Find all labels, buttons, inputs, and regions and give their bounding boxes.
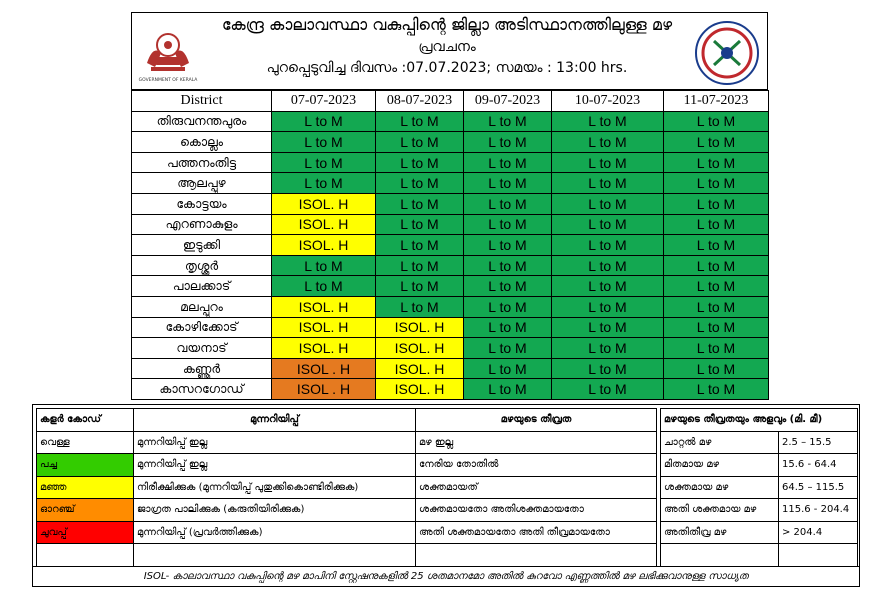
column-header-date: 09-07-2023 [464, 91, 552, 112]
measure-label: ശക്തമായ മഴ [661, 476, 779, 499]
forecast-cell: L to M [664, 193, 769, 214]
page-subtitle: പ്രവചനം [418, 39, 476, 55]
forecast-cell: L to M [464, 358, 552, 379]
forecast-cell: L to M [664, 235, 769, 256]
table-row [132, 235, 769, 256]
forecast-cell: L to M [272, 276, 376, 297]
emblem-caption: GOVERNMENT OF KERALA [138, 78, 198, 83]
measure-value: > 204.4 [779, 521, 858, 544]
forecast-cell: L to M [376, 132, 464, 153]
legend-row [37, 499, 657, 522]
table-row [132, 379, 769, 400]
forecast-cell: L to M [464, 379, 552, 400]
column-header-date: 08-07-2023 [376, 91, 464, 112]
measure-row [661, 476, 858, 499]
measure-header-row [661, 409, 858, 432]
table-row [132, 214, 769, 235]
forecast-cell: L to M [464, 276, 552, 297]
forecast-cell: L to M [552, 193, 664, 214]
district-name: കാസറഗോഡ് [132, 379, 272, 400]
forecast-cell: L to M [664, 132, 769, 153]
column-header-date: 10-07-2023 [552, 91, 664, 112]
forecast-cell: L to M [376, 276, 464, 297]
forecast-cell: L to M [464, 255, 552, 276]
color-swatch: പച്ച [37, 454, 134, 477]
legend-row [37, 431, 657, 454]
warning-text: ജാഗ്രത പാലിക്കുക (കരുതിയിരിക്കുക) [134, 499, 416, 522]
forecast-cell: L to M [664, 276, 769, 297]
intensity-text: മഴ ഇല്ല [416, 431, 657, 454]
legend-header-row [37, 409, 657, 432]
forecast-cell: L to M [376, 173, 464, 194]
forecast-cell: L to M [272, 111, 376, 132]
forecast-cell: L to M [272, 152, 376, 173]
forecast-cell: L to M [664, 379, 769, 400]
forecast-cell: ISOL. H [272, 214, 376, 235]
district-name: ഇടുക്കി [132, 235, 272, 256]
forecast-cell: ISOL. H [376, 379, 464, 400]
warning-text: മുന്നറിയിപ്പ് ഇല്ല [134, 431, 416, 454]
color-swatch: മഞ്ഞ [37, 476, 134, 499]
column-header-date: 07-07-2023 [272, 91, 376, 112]
measure-row [661, 454, 858, 477]
forecast-cell: L to M [464, 193, 552, 214]
forecast-cell: ISOL. H [272, 193, 376, 214]
legend-row [37, 476, 657, 499]
forecast-cell: L to M [464, 296, 552, 317]
warning-text: മുന്നറിയിപ്പ് (പ്രവർത്തിക്കുക) [134, 521, 416, 544]
legend-header-warning: മുന്നറിയിപ്പ് [134, 409, 416, 432]
measure-row [661, 431, 858, 454]
forecast-cell: L to M [664, 358, 769, 379]
forecast-cell: L to M [376, 296, 464, 317]
color-code-legend-table [36, 408, 657, 567]
intensity-text: അതി ശക്തമായതോ അതി തീവ്രമായതോ [416, 521, 657, 544]
legend-header-intensity: മഴയുടെ തീവ്രത [416, 409, 657, 432]
table-row [132, 193, 769, 214]
forecast-cell: L to M [376, 214, 464, 235]
disaster-management-logo-icon [692, 19, 762, 87]
kerala-emblem-icon [137, 23, 199, 85]
rainfall-measure-table [660, 408, 858, 567]
forecast-cell: ISOL. H [376, 338, 464, 359]
empty-cell [779, 544, 858, 567]
legend-row [37, 454, 657, 477]
forecast-cell: ISOL. H [272, 317, 376, 338]
forecast-cell: ISOL. H [272, 296, 376, 317]
isol-footnote: ISOL- കാലാവസ്ഥാ വകുപ്പിന്റെ മഴ മാപിനി സ്റ്റേഷനുകളിൽ 25 ശതമാനമോ അതിൽ കുറവോ എണ്ണത്തിൽ മഴ ലഭിക്കുവാനുള്ള സാധ്യത [32, 567, 860, 587]
forecast-cell: L to M [552, 255, 664, 276]
color-swatch: വെള്ള [37, 431, 134, 454]
legend-row [37, 521, 657, 544]
measure-value: 64.5 – 115.5 [779, 476, 858, 499]
forecast-cell: L to M [552, 132, 664, 153]
district-name: വയനാട് [132, 338, 272, 359]
table-row [132, 317, 769, 338]
forecast-cell: L to M [464, 317, 552, 338]
forecast-cell: ISOL. H [272, 235, 376, 256]
forecast-cell: ISOL. H [376, 317, 464, 338]
district-name: ആലപ്പുഴ [132, 173, 272, 194]
table-row [132, 152, 769, 173]
measure-header: മഴയുടെ തീവ്രതയും അളവും (മി. മീ) [661, 409, 858, 432]
forecast-cell: L to M [552, 173, 664, 194]
forecast-cell: L to M [464, 173, 552, 194]
legend-header-color: കളർ കോഡ് [37, 409, 134, 432]
forecast-cell: L to M [664, 214, 769, 235]
forecast-header-row [132, 91, 769, 112]
warning-text: മുന്നറിയിപ്പ് ഇല്ല [134, 454, 416, 477]
column-header-date: 11-07-2023 [664, 91, 769, 112]
forecast-cell: L to M [552, 152, 664, 173]
forecast-cell: L to M [552, 338, 664, 359]
table-row [132, 358, 769, 379]
forecast-cell: L to M [664, 296, 769, 317]
measure-value: 2.5 – 15.5 [779, 431, 858, 454]
forecast-cell: L to M [376, 255, 464, 276]
forecast-cell: L to M [464, 235, 552, 256]
table-row [132, 276, 769, 297]
district-name: പത്തനംതിട്ട [132, 152, 272, 173]
legend-row-empty [37, 544, 657, 567]
empty-cell [134, 544, 416, 567]
forecast-cell: L to M [464, 111, 552, 132]
forecast-cell: L to M [464, 152, 552, 173]
measure-value: 15.6 - 64.4 [779, 454, 858, 477]
forecast-cell: ISOL . H [272, 358, 376, 379]
issued-datetime: പുറപ്പെടുവിച്ച ദിവസം :07.07.2023; സമയം : 13:00 hrs. [266, 60, 628, 76]
district-name: കണ്ണൂർ [132, 358, 272, 379]
forecast-cell: L to M [664, 111, 769, 132]
forecast-cell: L to M [552, 214, 664, 235]
forecast-cell: L to M [552, 296, 664, 317]
measure-label: മിതമായ മഴ [661, 454, 779, 477]
intensity-text: ശക്തമായതോ അതിശക്തമായതോ [416, 499, 657, 522]
color-swatch: ചുവപ്പ് [37, 521, 134, 544]
measure-value: 115.6 - 204.4 [779, 499, 858, 522]
measure-label: അതി ശക്തമായ മഴ [661, 499, 779, 522]
table-row [132, 338, 769, 359]
forecast-cell: L to M [272, 255, 376, 276]
table-row [132, 255, 769, 276]
measure-row [661, 499, 858, 522]
color-swatch: ഓറഞ്ച് [37, 499, 134, 522]
district-name: തിരുവനന്തപുരം [132, 111, 272, 132]
intensity-text: നേരിയ തോതിൽ [416, 454, 657, 477]
intensity-text: ശക്തമായത് [416, 476, 657, 499]
forecast-cell: L to M [664, 317, 769, 338]
measure-row-empty [661, 544, 858, 567]
forecast-cell: L to M [464, 132, 552, 153]
report-header [131, 12, 768, 90]
forecast-cell: L to M [552, 235, 664, 256]
table-row [132, 173, 769, 194]
table-row [132, 132, 769, 153]
forecast-cell: L to M [552, 276, 664, 297]
table-row [132, 111, 769, 132]
measure-row [661, 521, 858, 544]
forecast-cell: L to M [552, 111, 664, 132]
forecast-cell: L to M [376, 111, 464, 132]
forecast-cell: L to M [552, 358, 664, 379]
district-name: കൊല്ലം [132, 132, 272, 153]
forecast-cell: L to M [664, 255, 769, 276]
page-title: കേന്ദ്ര കാലാവസ്ഥാ വകുപ്പിന്റെ ജില്ലാ അടിസ്ഥാനത്തിലുള്ള മഴ [221, 15, 673, 34]
forecast-cell: L to M [552, 379, 664, 400]
forecast-cell: L to M [664, 173, 769, 194]
district-forecast-table [131, 90, 769, 400]
forecast-cell: L to M [464, 214, 552, 235]
forecast-cell: ISOL. H [272, 338, 376, 359]
forecast-cell: L to M [552, 317, 664, 338]
forecast-cell: L to M [272, 173, 376, 194]
warning-text: നിരീക്ഷിക്കുക (മുന്നറിയിപ്പ് പുതുക്കികൊണ്ടിരിക്കുക) [134, 476, 416, 499]
district-name: മലപ്പുറം [132, 296, 272, 317]
measure-label: അതിതീവ്ര മഴ [661, 521, 779, 544]
forecast-cell: L to M [376, 193, 464, 214]
district-name: കോട്ടയം [132, 193, 272, 214]
empty-cell [37, 544, 134, 567]
table-row [132, 296, 769, 317]
empty-cell [416, 544, 657, 567]
legend-panel [32, 404, 860, 567]
district-name: എറണാകുളം [132, 214, 272, 235]
empty-cell [661, 544, 779, 567]
district-name: തൃശ്ശൂർ [132, 255, 272, 276]
forecast-cell: ISOL. H [376, 358, 464, 379]
forecast-cell: L to M [464, 338, 552, 359]
forecast-cell: ISOL . H [272, 379, 376, 400]
district-name: കോഴിക്കോട് [132, 317, 272, 338]
forecast-cell: L to M [664, 152, 769, 173]
measure-label: ചാറ്റൽ മഴ [661, 431, 779, 454]
forecast-cell: L to M [376, 235, 464, 256]
forecast-cell: L to M [376, 152, 464, 173]
forecast-cell: L to M [272, 132, 376, 153]
forecast-cell: L to M [664, 338, 769, 359]
column-header-district: District [132, 91, 272, 112]
district-name: പാലക്കാട് [132, 276, 272, 297]
